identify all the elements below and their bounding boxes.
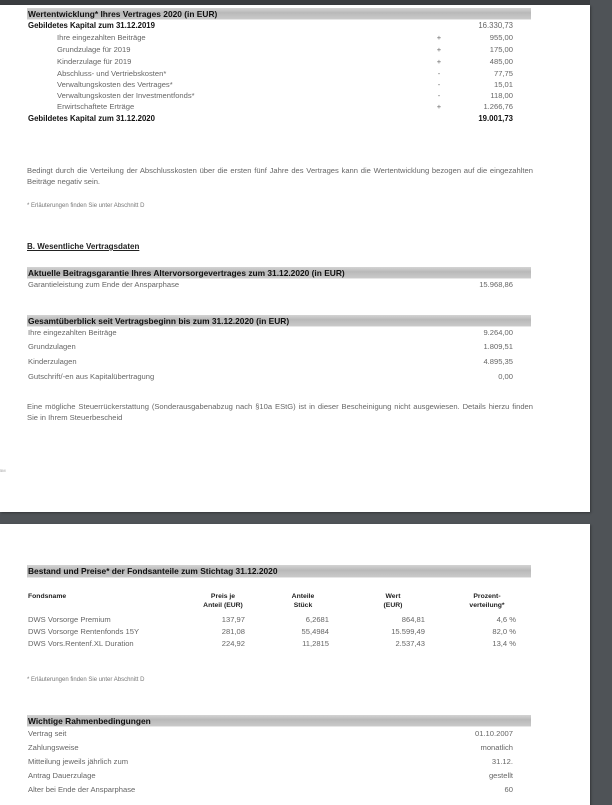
start-capital-row	[27, 20, 531, 32]
gesamt-section	[27, 315, 531, 384]
table-row	[27, 32, 531, 44]
table-row	[27, 327, 531, 339]
col-header-units-line1: Anteile	[291, 593, 315, 600]
start-capital-label: Gebildetes Kapital zum 31.12.2019	[28, 21, 155, 30]
row-value: 1.266,76	[483, 102, 513, 111]
col-header-units-line2: Stück	[293, 602, 313, 609]
row-sign: +	[436, 45, 442, 54]
table-row	[27, 755, 531, 769]
row-label: Grundzulagen	[28, 342, 76, 351]
row-label: Abschluss- und Vertriebskosten*	[57, 69, 167, 78]
cell-fondsname: DWS Vorsorge Rentenfonds 15Y	[28, 627, 140, 636]
row-label: Ihre eingezahlten Beiträge	[28, 328, 117, 337]
row-sign: -	[437, 91, 441, 100]
row-value: 0,00	[498, 372, 513, 381]
cell-pct: 13,4 %	[492, 639, 516, 648]
row-label: Gutschrift/-en aus Kapitalübertragung	[28, 372, 155, 381]
row-label: Grundzulage für 2019	[57, 45, 131, 54]
table-row	[27, 79, 531, 90]
cell-units: 6,2681	[305, 615, 329, 624]
row-value: 01.10.2007	[474, 729, 513, 738]
garantie-section	[27, 267, 531, 291]
fonds-table-header	[27, 592, 531, 614]
row-value: monatlich	[480, 743, 513, 752]
row-value: 15,01	[493, 80, 513, 89]
cell-units: 55,4984	[301, 627, 329, 636]
table-row	[27, 626, 531, 638]
col-header-fondsname: Fondsname	[28, 593, 67, 600]
row-sign: -	[437, 69, 441, 78]
cell-fondsname: DWS Vors.Rentenf.XL Duration	[28, 639, 134, 648]
cell-pct: 4,6 %	[496, 615, 516, 624]
row-label: Ihre eingezahlten Beiträge	[57, 33, 146, 42]
cell-price: 281,08	[221, 627, 245, 636]
cell-value: 2.537,43	[395, 639, 425, 648]
row-value: gestellt	[488, 771, 513, 780]
footnote: * Erläuterungen finden Sie unter Abschnitt D	[27, 677, 145, 683]
wertentwicklung-note-paragraph: Bedingt durch die Verteilung der Abschlusskosten über die ersten fünf Jahre des Vertrages kann die Wertentwicklung bezogen auf die eingezahlten Beiträge negativ sein.	[27, 166, 533, 186]
row-value: 1.809,51	[483, 342, 513, 351]
col-header-price-line2: Anteil (EUR)	[203, 602, 243, 609]
row-sign: +	[436, 33, 442, 42]
row-label: Verwaltungskosten der Investmentfonds*	[57, 91, 195, 100]
table-row	[27, 279, 531, 291]
end-capital-label: Gebildetes Kapital zum 31.12.2020	[28, 114, 155, 123]
row-value: 175,00	[489, 45, 513, 54]
table-row	[27, 783, 531, 797]
cell-value: 15.599,49	[391, 627, 425, 636]
row-label: Vertrag seit	[28, 729, 67, 738]
col-header-pct-line1: Prozent-	[473, 593, 501, 600]
col-header-value-line2: (EUR)	[383, 602, 403, 609]
col-header-value	[357, 592, 429, 610]
col-header-price-line1: Preis je	[210, 593, 236, 600]
table-row	[27, 90, 531, 101]
row-label: Alter bei Ende der Ansparphase	[28, 785, 136, 794]
cell-fondsname: DWS Vorsorge Premium	[28, 615, 111, 624]
row-value: 31.12.	[491, 757, 513, 766]
row-label: Zahlungsweise	[28, 743, 79, 752]
row-value: 77,75	[493, 69, 513, 78]
cell-value: 864,81	[401, 615, 425, 624]
col-header-units	[267, 592, 339, 610]
table-row	[27, 638, 531, 650]
cell-price: 137,97	[221, 615, 245, 624]
table-row	[27, 44, 531, 56]
row-sign: +	[436, 57, 442, 66]
cell-pct: 82,0 %	[492, 627, 516, 636]
wertentwicklung-section	[27, 8, 531, 125]
section-b-title: B. Wesentliche Vertragsdaten	[27, 242, 140, 251]
row-label: Kinderzulagen	[28, 357, 77, 366]
section-header-garantie: Aktuelle Beitragsgarantie Ihres Altervorsorgevertrages zum 31.12.2020 (in EUR)	[27, 267, 531, 279]
table-row	[27, 727, 531, 741]
table-row	[27, 56, 531, 68]
row-value: 4.895,35	[483, 357, 513, 366]
row-value: 15.968,86	[479, 280, 513, 289]
table-row	[27, 769, 531, 783]
viewer-scroll-gutter[interactable]	[590, 0, 612, 805]
end-capital-value: 19.001,73	[478, 114, 513, 123]
row-sign: +	[436, 102, 442, 111]
table-row	[27, 339, 531, 354]
row-label: Mitteilung jeweils jährlich zum	[28, 757, 129, 766]
document-page-1	[0, 5, 590, 512]
row-value: 955,00	[489, 33, 513, 42]
row-label: Verwaltungskosten des Vertrages*	[57, 80, 173, 89]
row-value: 118,00	[490, 91, 513, 100]
row-value: 60	[504, 785, 513, 794]
cell-units: 11,2815	[302, 639, 329, 648]
col-header-price	[187, 592, 259, 610]
col-header-pct	[447, 592, 527, 610]
section-header-gesamt: Gesamtüberblick seit Vertragsbeginn bis zum 31.12.2020 (in EUR)	[27, 315, 531, 327]
cell-price: 224,92	[221, 639, 245, 648]
end-capital-row	[27, 113, 531, 125]
row-label: Antrag Dauerzulage	[28, 771, 96, 780]
row-value: 485,00	[489, 57, 513, 66]
table-row	[27, 354, 531, 369]
fonds-section	[27, 565, 531, 578]
section-header-rahmen: Wichtige Rahmenbedingungen	[27, 715, 531, 727]
row-label: Kinderzulage für 2019	[57, 57, 132, 66]
document-page-2	[0, 524, 590, 805]
table-row	[27, 68, 531, 79]
rahmen-section	[27, 715, 531, 797]
section-header-fonds: Bestand und Preise* der Fondsanteile zum Stichtag 31.12.2020	[27, 565, 531, 578]
steuer-note-paragraph: Eine mögliche Steuerrückerstattung (Sonderausgabenabzug nach §10a EStG) ist in dieser Bescheinigung nicht ausgewiesen. Details hierzu finden Sie in Ihrem Steuerbescheid	[27, 402, 533, 422]
table-row	[27, 101, 531, 113]
section-header-wertentwicklung: Wertentwicklung* Ihres Vertrages 2020 (in EUR)	[27, 8, 531, 20]
table-row	[27, 741, 531, 755]
row-label: Erwirtschaftete Erträge	[57, 102, 135, 111]
margin-mark: 5M	[0, 468, 6, 473]
row-value: 9.264,00	[483, 328, 513, 337]
table-row	[27, 614, 531, 626]
fonds-table	[27, 592, 531, 650]
start-capital-value: 16.330,73	[478, 21, 513, 30]
footnote: * Erläuterungen finden Sie unter Abschnitt D	[27, 203, 145, 209]
col-header-pct-line2: verteilung*	[469, 602, 505, 609]
col-header-value-line1: Wert	[385, 593, 401, 600]
table-row	[27, 369, 531, 384]
row-label: Garantieleistung zum Ende der Ansparphase	[28, 280, 180, 289]
row-sign: -	[437, 80, 441, 89]
